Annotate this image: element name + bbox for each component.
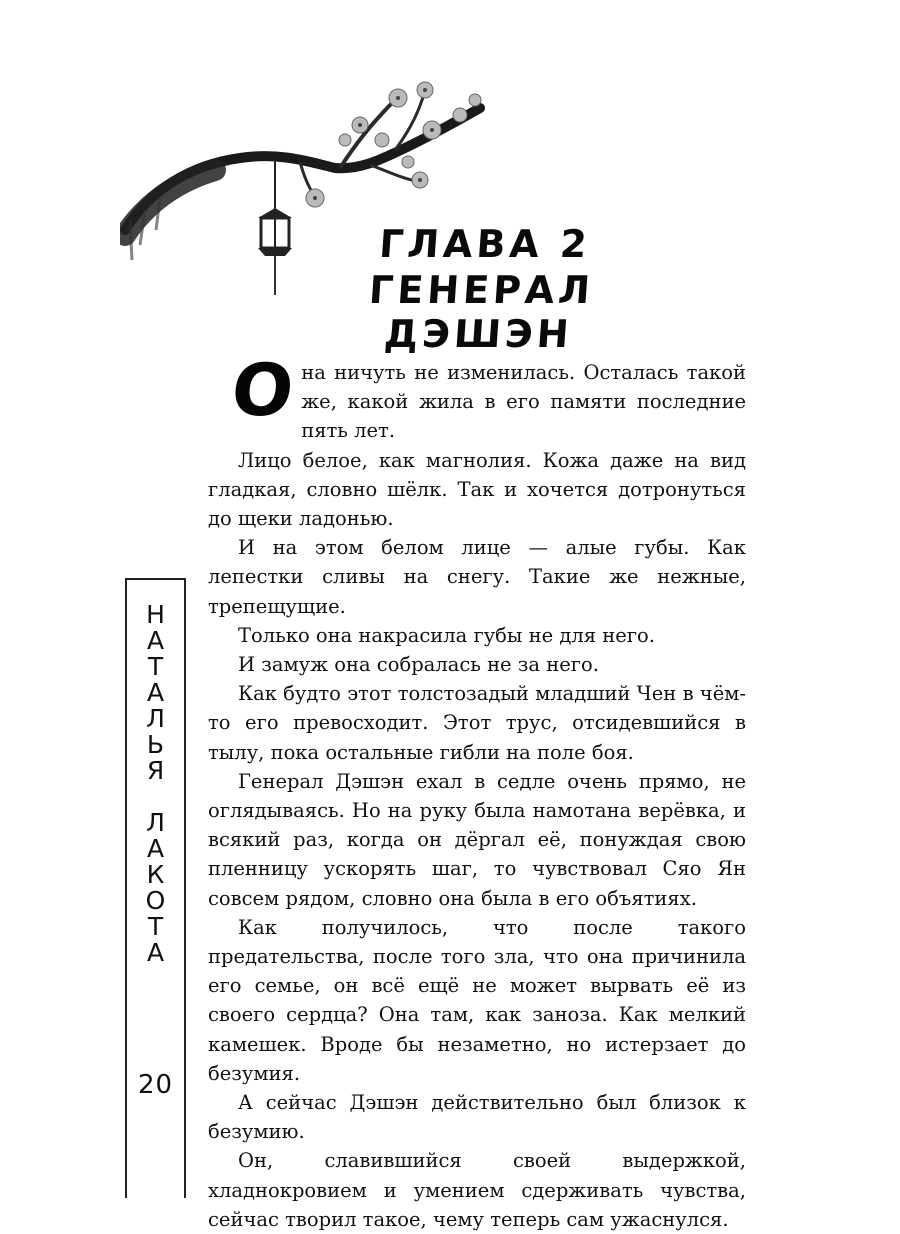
paragraph: Лицо белое, как магнолия. Кожа даже на вид гладкая, словно шёлк. Так и хочется дотронуться до щеки ладонью.: [208, 448, 746, 531]
chapter-number: ГЛАВА 2: [377, 222, 593, 266]
author-letter: К: [146, 860, 165, 889]
page-number: 20: [137, 1070, 174, 1100]
chapter-title: ГЕНЕРАЛ ДЭШЭН: [367, 268, 596, 356]
paragraph: Как получилось, что после такого предательства, после того зла, что она причинила его семье, он всё ещё не может вырвать её из своего сердца? Она там, как заноза. Как мелкий камешек. Вроде бы незаметно, но истерзает до безумия.: [208, 915, 746, 1085]
drop-cap: О: [227, 348, 298, 432]
paragraph: Как будто этот толстозадый младший Чен в чём-то его превосходит. Этот трус, отсидевшийся в тылу, пока остальные гибли на поле боя.: [208, 682, 746, 764]
paragraph-text: на ничуть не изменилась. Осталась такой же, какой жила в его памяти последние пять лет.: [301, 361, 746, 443]
paragraph: И на этом белом лице — алые губы. Как лепестки сливы на снегу. Такие же нежные, трепещущие.: [208, 536, 746, 618]
paragraph: Он, славившийся своей выдержкой, хладнокровием и умением сдерживать чувства, сейчас творил такое, чему теперь сам ужаснулся.: [208, 1149, 746, 1231]
author-letter: Ь: [146, 730, 165, 759]
author-letter: Л: [146, 808, 165, 837]
author-sidebar: [125, 578, 186, 1198]
author-letter: Л: [146, 704, 165, 733]
author-letter: О: [145, 886, 166, 915]
author-letter: А: [146, 834, 165, 863]
author-letter: Т: [147, 652, 164, 681]
author-letter: А: [146, 938, 165, 967]
author-letter: Я: [146, 756, 165, 785]
paragraph: А сейчас Дэшэн действительно был близок к безумию.: [208, 1091, 746, 1144]
paragraph: Только она накрасила губы не для него.: [238, 623, 655, 647]
chapter-body: [208, 348, 746, 1234]
author-letter: Н: [146, 600, 165, 629]
author-letter: А: [146, 678, 165, 707]
paragraph: И замуж она собралась не за него.: [238, 653, 599, 677]
paragraph: Генерал Дэшэн ехал в седле очень прямо, не оглядываясь. Но на руку была намотана верёвка, и всякий раз, когда он дёргал её, понуждая свою пленницу ускорять шаг, то чувствовал Сяо Ян совсем рядом, словно она была в его объятиях.: [208, 769, 746, 910]
author-letter: Т: [147, 912, 164, 941]
author-letter: А: [146, 626, 165, 655]
paragraph: [208, 348, 746, 446]
